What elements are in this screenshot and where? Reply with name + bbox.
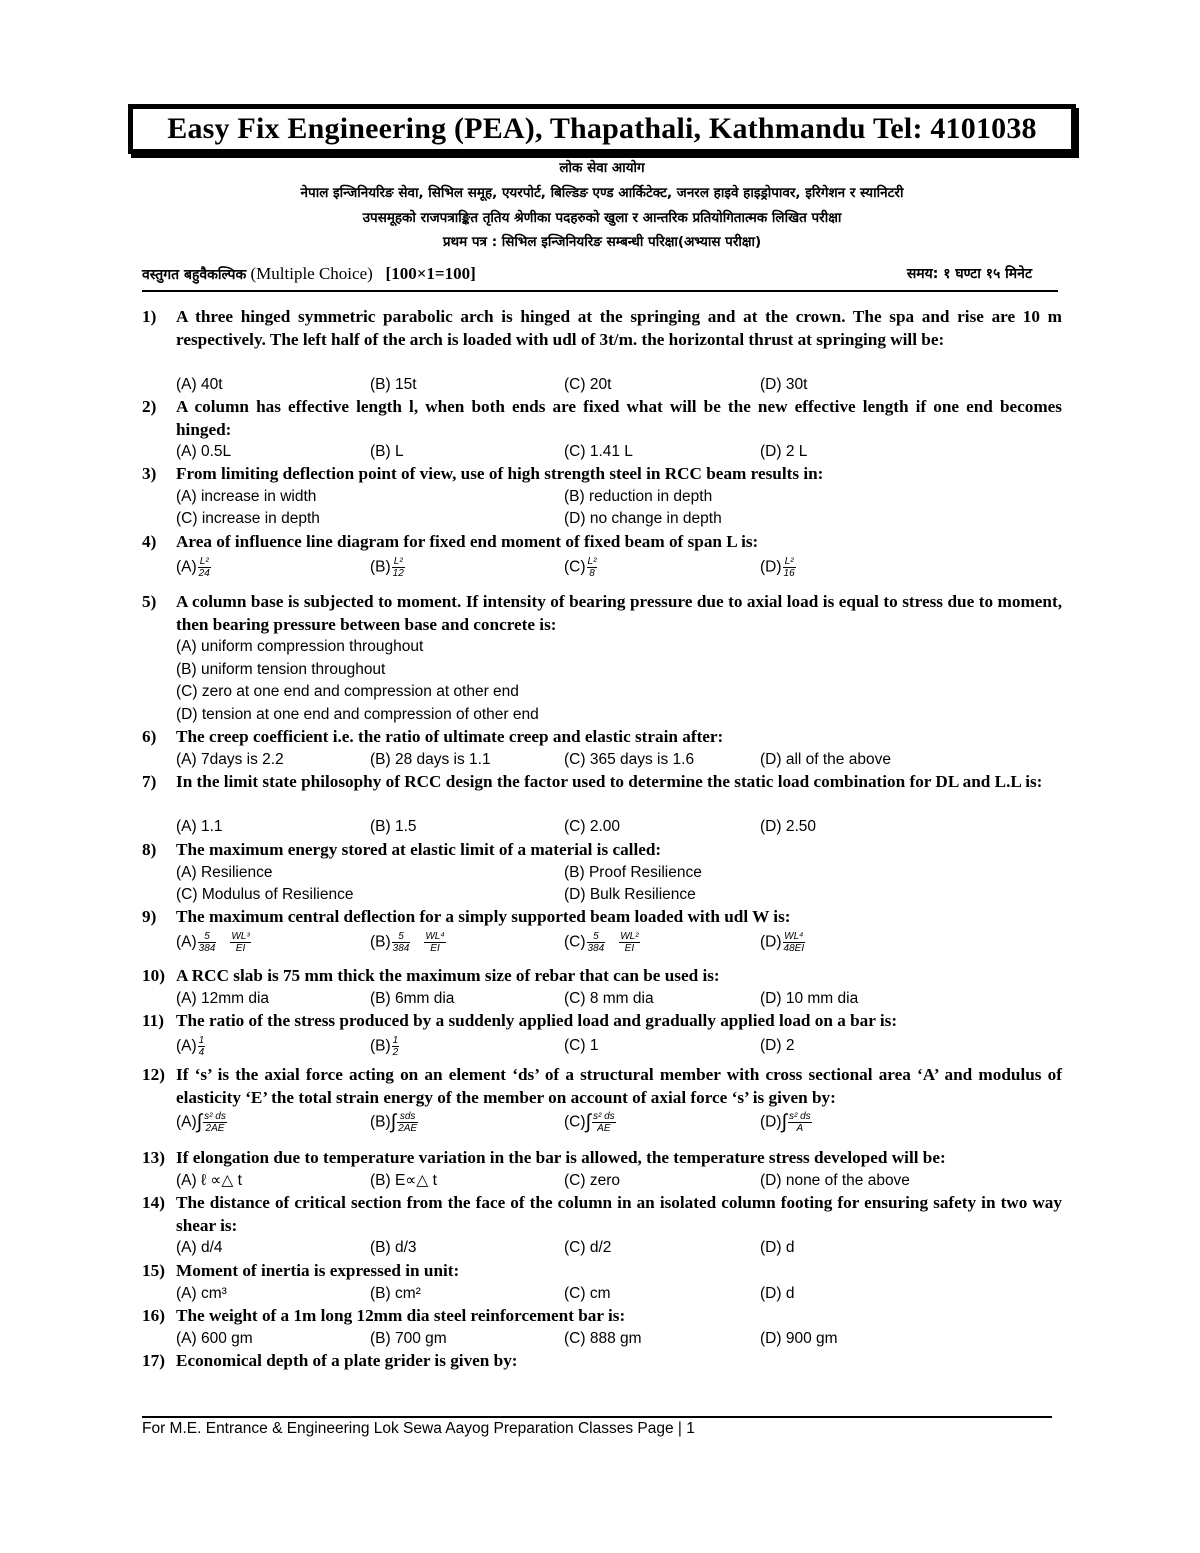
question-text: The distance of critical section from the face of the column in an isolated column footing for ensuring safety in two way shear is:	[176, 1193, 1062, 1235]
option-label: (C) zero	[564, 1171, 620, 1189]
option-label: (A) uniform compression throughout	[176, 638, 424, 656]
fraction-denominator: 384	[392, 942, 410, 954]
exam-marks: [100×1=100]	[385, 264, 476, 283]
question-text: Moment of inertia is expressed in unit:	[176, 1261, 460, 1280]
option-label: (B)	[370, 1113, 391, 1131]
option	[564, 486, 712, 509]
question-number: 3)	[142, 464, 157, 483]
fraction-denominator: AE	[597, 1123, 611, 1135]
fraction-numerator: s² ds	[789, 1111, 811, 1123]
fraction-numerator: 1	[392, 1034, 399, 1046]
option-label: (B) L	[370, 443, 404, 461]
question-text: The maximum energy stored at elastic limit of a material is called:	[176, 840, 662, 859]
option	[176, 681, 519, 704]
option-label: (B)	[370, 933, 391, 951]
header-line-3: उपसमूहको राजपत्राङ्कित तृतिय श्रेणीका पदहरुको खुला र आन्तरिक प्रतियोगितात्मक लिखित परीक्षा	[362, 210, 842, 226]
option	[760, 556, 796, 579]
option	[176, 374, 223, 397]
question-number: 2)	[142, 397, 157, 416]
fraction	[587, 931, 606, 954]
option-label: (B) 28 days is 1.1	[370, 750, 491, 768]
question-number: 1)	[142, 307, 157, 326]
option-label: (C) 20t	[564, 375, 612, 393]
option	[176, 749, 284, 772]
option-label: (B) uniform tension throughout	[176, 660, 386, 678]
fraction-numerator: 1	[198, 1034, 205, 1046]
option-label: (A) ℓ ∝△ t	[176, 1171, 242, 1189]
option	[564, 1035, 598, 1058]
fraction-numerator: 5	[198, 931, 217, 943]
question-number: 9)	[142, 907, 157, 926]
header-line-4: प्रथम पत्र : सिभिल इन्जिनियरिङ सम्बन्धी परिक्षा(अभ्यास परीक्षा)	[442, 234, 762, 250]
option-label: (C) 888 gm	[564, 1329, 642, 1347]
option-label: (A) 12mm dia	[176, 989, 270, 1007]
fraction-numerator: s² ds	[204, 1111, 226, 1123]
question-text: From limiting deflection point of view, use of high strength steel in RCC beam results in:	[176, 464, 824, 483]
integral-sign: ∫	[585, 1111, 592, 1134]
question-text: A column base is subjected to moment. If intensity of bearing pressure due to axial load is equal to stress due to moment, then bearing pressure between base and concrete is:	[176, 592, 1062, 634]
option-label: (C) 2.00	[564, 818, 620, 836]
question-text: The maximum central deflection for a simply supported beam loaded with udl W is:	[176, 907, 791, 926]
option	[564, 508, 722, 531]
option-label: (B) 6mm dia	[370, 989, 455, 1007]
option	[370, 1111, 418, 1134]
fraction-numerator: L²	[587, 555, 597, 567]
option	[760, 1283, 794, 1306]
option-label: (C)	[564, 933, 586, 951]
option	[564, 556, 597, 579]
page-footer: For M.E. Entrance & Engineering Lok Sewa Aayog Preparation Classes Page | 1	[142, 1420, 695, 1437]
option	[370, 1328, 447, 1351]
question-number: 10)	[142, 966, 165, 985]
option	[564, 816, 620, 839]
option-label: (A) d/4	[176, 1239, 223, 1257]
question-text: If ‘s’ is the axial force acting on an element ‘ds’ of a structural member with cross sectional area ‘A’ and modulus of elasticity ‘E’ the total strain energy of the member on account of axial force ‘s’ is given by:	[176, 1065, 1062, 1107]
option-label: (D) no change in depth	[564, 510, 722, 528]
option	[176, 441, 231, 464]
fraction	[783, 556, 796, 579]
option-label: (D) d	[760, 1284, 795, 1302]
option	[176, 704, 539, 727]
option	[760, 441, 807, 464]
option	[760, 1170, 910, 1193]
option	[564, 1111, 616, 1134]
fraction	[392, 1035, 400, 1058]
option	[564, 1170, 620, 1193]
option-label: (D) Bulk Resilience	[564, 886, 696, 904]
fraction-denominator: 16	[783, 567, 795, 579]
option-label: (D)	[760, 933, 782, 951]
option-label: (C) 1	[564, 1036, 599, 1054]
option-label: (D)	[760, 558, 782, 576]
option-label: (A) increase in width	[176, 487, 317, 505]
option	[176, 1237, 223, 1260]
fraction-numerator: L²	[392, 556, 405, 568]
option	[176, 1111, 227, 1134]
exam-time: समय: १ घण्टा १५ मिनेट	[906, 266, 1032, 282]
option	[370, 374, 417, 397]
option-label: (B) Proof Resilience	[564, 863, 702, 881]
option	[760, 374, 807, 397]
integral-sign: ∫	[390, 1111, 397, 1134]
option-label: (B) E∝△ t	[370, 1171, 437, 1189]
question-number: 11)	[142, 1011, 164, 1030]
option	[370, 988, 454, 1011]
option	[370, 931, 446, 954]
option	[176, 1328, 253, 1351]
fraction	[592, 1111, 616, 1134]
fraction-numerator: WL⁴	[425, 930, 445, 942]
option-label: (B) cm²	[370, 1284, 421, 1302]
footer-rule	[142, 1416, 1052, 1418]
fraction-numerator: sds	[397, 1111, 418, 1123]
option	[176, 1283, 227, 1306]
option-label: (A) 7days is 2.2	[176, 750, 284, 768]
fraction-denominator: A	[796, 1123, 804, 1135]
fraction-denominator: 4	[198, 1046, 205, 1058]
fraction	[198, 1035, 206, 1058]
option-label: (B) 15t	[370, 375, 417, 393]
fraction-numerator: L²	[783, 556, 796, 568]
fraction-denominator: EI	[624, 942, 635, 954]
option-label: (C) increase in depth	[176, 510, 320, 528]
fraction-denominator: 2AE	[398, 1123, 418, 1135]
question-text: The creep coefficient i.e. the ratio of ultimate creep and elastic strain after:	[176, 727, 724, 746]
option	[370, 1283, 421, 1306]
option	[760, 1328, 838, 1351]
question-text: Area of influence line diagram for fixed end moment of fixed beam of span L is:	[176, 532, 759, 551]
option	[564, 1283, 611, 1306]
fraction-denominator: 384	[587, 942, 605, 954]
header-rule	[142, 290, 1058, 292]
question-text: A column has effective length l, when both ends are fixed what will be the new effective length if one end becomes hinged:	[176, 397, 1062, 439]
option	[176, 508, 320, 531]
header-line-2: नेपाल इन्जिनियरिङ सेवा, सिभिल समूह, एयरपोर्ट, बिल्डिङ एण्ड आर्किटेक्ट, जनरल हाइवे हाइड्रोपावर, इरिगेशन र स्यानिटरी	[300, 185, 904, 201]
question-number: 12)	[142, 1065, 165, 1084]
option	[760, 988, 858, 1011]
option-label: (D) 2	[760, 1036, 795, 1054]
option	[564, 749, 694, 772]
fraction-denominator: 12	[392, 567, 404, 579]
exam-type-np: वस्तुगत बहुवैकल्पिक	[142, 267, 247, 283]
fraction	[392, 931, 411, 954]
option-label: (B) reduction in depth	[564, 487, 713, 505]
option	[760, 1035, 794, 1058]
integral-sign: ∫	[196, 1111, 203, 1134]
option	[370, 1170, 437, 1193]
fraction-numerator: WL³	[231, 930, 250, 942]
option-label: (C) 1.41 L	[564, 443, 633, 461]
question-number: 13)	[142, 1148, 165, 1167]
fraction-numerator: WL²	[620, 930, 639, 942]
option-label: (A)	[176, 1037, 197, 1055]
header-line-1: लोक सेवा आयोग	[559, 160, 645, 176]
exam-meta	[142, 264, 1062, 288]
question-text: A three hinged symmetric parabolic arch is hinged at the springing and at the crown. The spa and rise are 10 m respectively. The left half of the arch is loaded with udl of 3t/m. the horizontal thrust at springing will be:	[176, 307, 1062, 349]
option-label: (D) 900 gm	[760, 1329, 838, 1347]
option	[760, 931, 805, 954]
option-label: (B) d/3	[370, 1239, 417, 1257]
question-text: A RCC slab is 75 mm thick the maximum size of rebar that can be used is:	[176, 966, 720, 985]
option	[176, 862, 272, 885]
option	[370, 816, 417, 839]
fraction-denominator: 8	[589, 567, 595, 579]
option-label: (D) all of the above	[760, 750, 891, 768]
option-label: (D) 2 L	[760, 443, 808, 461]
option	[564, 1328, 642, 1351]
fraction-numerator: s² ds	[593, 1111, 615, 1123]
option-label: (C) Modulus of Resilience	[176, 886, 354, 904]
question-number: 17)	[142, 1351, 165, 1370]
option-label: (C)	[564, 558, 586, 576]
option-label: (A) 40t	[176, 375, 223, 393]
page-title: Easy Fix Engineering (PEA), Thapathali, Kathmandu Tel: 4101038	[167, 112, 1037, 145]
fraction-numerator: WL⁴	[784, 930, 804, 942]
question-number: 7)	[142, 772, 157, 791]
question-text: The ratio of the stress produced by a suddenly applied load and gradually applied load on a bar is:	[176, 1011, 898, 1030]
fraction	[198, 556, 211, 579]
question-text: In the limit state philosophy of RCC design the factor used to determine the static load combination for DL and L.L is:	[176, 772, 1043, 791]
option-label: (B) 700 gm	[370, 1329, 447, 1347]
option-label: (A) 600 gm	[176, 1329, 253, 1347]
option-label: (D)	[760, 1113, 782, 1131]
option-label: (C) d/2	[564, 1239, 612, 1257]
option	[176, 988, 269, 1011]
fraction-denominator: EI	[235, 942, 246, 954]
option	[760, 749, 891, 772]
option	[176, 486, 316, 509]
option	[176, 636, 423, 659]
option	[564, 441, 633, 464]
fraction-numerator: 5	[587, 931, 606, 943]
option-label: (D) tension at one end and compression of other end	[176, 706, 539, 723]
option	[176, 1170, 242, 1193]
integral-sign: ∫	[781, 1111, 788, 1134]
question-number: 5)	[142, 592, 157, 611]
question-number: 16)	[142, 1306, 165, 1325]
option	[564, 884, 696, 907]
option	[564, 374, 611, 397]
fraction-denominator: EI	[430, 942, 440, 954]
option-label: (D) 30t	[760, 375, 808, 393]
fraction-denominator: 2AE	[205, 1123, 225, 1135]
question-text: Economical depth of a plate grider is given by:	[176, 1351, 518, 1370]
option	[564, 931, 640, 954]
option-label: (D) none of the above	[760, 1171, 910, 1189]
option	[176, 659, 385, 682]
option-label: (C) zero at one end and compression at other end	[176, 683, 519, 701]
question-number: 6)	[142, 727, 157, 746]
fraction-numerator: L²	[198, 556, 211, 568]
option	[176, 556, 211, 579]
title-box	[128, 104, 1076, 154]
option-label: (A) 1.1	[176, 818, 223, 836]
option	[564, 988, 654, 1011]
question-text: If elongation due to temperature variation in the bar is allowed, the temperature stress developed will be:	[176, 1148, 946, 1167]
option	[370, 749, 491, 772]
option	[760, 816, 816, 839]
option-label: (C) 365 days is 1.6	[564, 750, 695, 768]
option	[370, 441, 404, 464]
option-label: (A)	[176, 558, 197, 576]
question-number: 15)	[142, 1261, 165, 1280]
fraction	[788, 1111, 812, 1134]
fraction	[619, 931, 639, 954]
option-label: (B)	[370, 558, 391, 576]
option	[176, 1035, 205, 1058]
option-label: (A)	[176, 933, 197, 951]
fraction-denominator: 48EI	[783, 942, 805, 954]
fraction	[203, 1111, 227, 1134]
option	[370, 1035, 399, 1058]
fraction-numerator: 5	[392, 931, 411, 943]
option-label: (B)	[370, 1037, 391, 1055]
fraction	[392, 556, 405, 579]
option-label: (D) 10 mm dia	[760, 989, 859, 1007]
option	[370, 556, 405, 579]
option	[564, 1237, 611, 1260]
question-text: The weight of a 1m long 12mm dia steel reinforcement bar is:	[176, 1306, 626, 1325]
fraction	[198, 931, 217, 954]
option	[176, 931, 251, 954]
fraction	[397, 1111, 418, 1134]
fraction	[424, 931, 445, 954]
option-label: (C) cm	[564, 1284, 611, 1302]
fraction	[230, 931, 250, 954]
fraction-denominator: 384	[198, 942, 216, 954]
option-label: (A)	[176, 1113, 197, 1131]
option-label: (C)	[564, 1113, 586, 1131]
fraction	[783, 931, 806, 954]
exam-type-en: (Multiple Choice)	[250, 264, 373, 283]
fraction	[587, 556, 598, 579]
option-label: (D) 2.50	[760, 818, 816, 836]
option-label: (D) d	[760, 1239, 795, 1257]
option-label: (A) 0.5L	[176, 443, 232, 461]
question-number: 4)	[142, 532, 157, 551]
fraction-denominator: 2	[392, 1046, 399, 1058]
option-label: (C) 8 mm dia	[564, 989, 654, 1007]
option	[760, 1111, 812, 1134]
option	[176, 884, 353, 907]
option	[760, 1237, 794, 1260]
option	[176, 816, 223, 839]
option	[564, 862, 702, 885]
fraction-denominator: 24	[198, 567, 210, 579]
option-label: (A) Resilience	[176, 863, 273, 881]
option-label: (B) 1.5	[370, 818, 417, 836]
question-number: 14)	[142, 1193, 165, 1212]
question-number: 8)	[142, 840, 157, 859]
option	[370, 1237, 417, 1260]
option-label: (A) cm³	[176, 1284, 227, 1302]
